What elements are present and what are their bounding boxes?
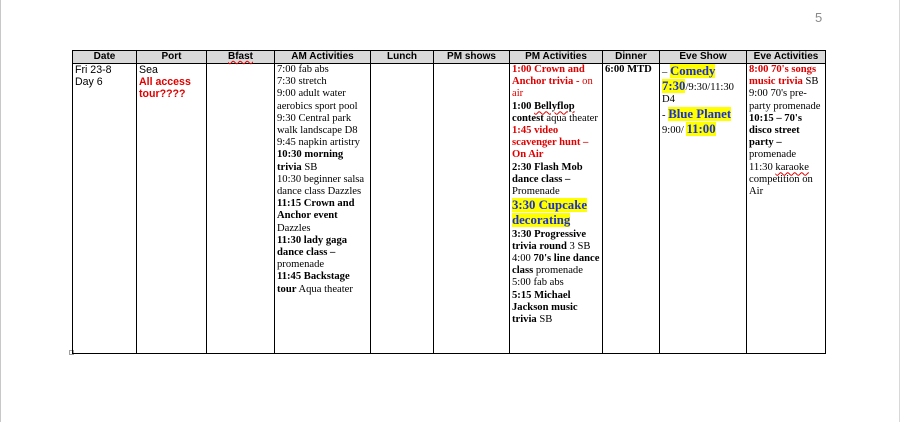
- header-lunch: Lunch: [371, 51, 434, 64]
- page-number: 5: [815, 10, 823, 25]
- eve-show-comedy-times: 7:30/9:30/11:30: [662, 79, 734, 94]
- am-activity-item: 10:30 morning trivia SB: [277, 149, 344, 173]
- dinner-text: 6:00 MTD: [605, 64, 652, 75]
- eve-show-comedy: – Comedy: [662, 64, 716, 78]
- header-pm-activities: PM Activities: [510, 51, 603, 64]
- cell-pm-shows: [434, 64, 510, 354]
- schedule-table: [72, 50, 826, 354]
- date-text: Fri 23-8: [75, 64, 112, 76]
- pm-item: 1:00 Bellyflop contest aqua theater: [512, 100, 598, 124]
- header-row: [73, 51, 826, 64]
- header-dinner: Dinner: [603, 51, 660, 64]
- eve-show-location: D4: [662, 94, 675, 106]
- cell-eve-activities: [747, 64, 826, 354]
- eve-activity: 10:15 – 70's disco street party – promenade: [749, 112, 802, 161]
- cell-port: [137, 64, 207, 354]
- cell-date: [73, 64, 137, 354]
- am-activity-item: 7:30 stretch: [277, 76, 327, 88]
- pm-item: 5:15 Michael Jackson music trivia SB: [512, 289, 578, 326]
- pm-item: 5:00 fab abs: [512, 277, 564, 289]
- am-activity-item: 10:30 beginner salsa dance class Dazzles: [277, 173, 365, 198]
- am-activity-item: 7:00 fab abs: [277, 64, 329, 75]
- am-activity-item: 9:00 adult water aerobics sport pool: [277, 88, 358, 112]
- cell-bfast: [207, 64, 275, 354]
- eve-activity: 11:30 karaoke competition on Air: [749, 161, 813, 198]
- table-row: [73, 64, 826, 354]
- port-name: Sea: [139, 64, 158, 76]
- header-eve-activities: Eve Activities: [747, 51, 826, 64]
- cell-dinner: [603, 64, 660, 354]
- am-activity-item: 11:15 Crown and Anchor event Dazzles: [277, 198, 355, 234]
- header-date: Date: [73, 51, 137, 64]
- pm-item: 2:30 Flash Mob dance class – Promenade: [512, 161, 583, 198]
- page-left-edge: [0, 0, 1, 422]
- eve-show-blue-planet: - Blue Planet: [662, 106, 732, 121]
- eve-activity: 9:00 70's pre-party promenade: [749, 88, 821, 112]
- cell-eve-show: [660, 64, 747, 354]
- cell-am-activities: [275, 64, 371, 354]
- am-activity-item: 11:45 Backstage tour Aqua theater: [277, 271, 353, 295]
- port-note: All access tour????: [139, 76, 191, 101]
- am-activity-item: 9:30 Central park walk landscape D8: [277, 112, 358, 137]
- header-port: Port: [137, 51, 207, 64]
- header-pm-shows: PM shows: [434, 51, 510, 64]
- cell-lunch: [371, 64, 434, 354]
- pm-item: 4:00 70's line dance class promenade: [512, 253, 600, 277]
- am-activity-list: [277, 64, 368, 296]
- header-bfast: Bfast: [207, 51, 275, 64]
- pm-item: 1:00 Crown and Anchor trivia - on air: [512, 64, 593, 100]
- pm-item: 3:30 Progressive trivia round 3 SB: [512, 228, 591, 252]
- pm-item: 1:45 video scavenger hunt – On Air: [512, 125, 589, 161]
- am-activity-item: 9:45 napkin artistry: [277, 137, 360, 149]
- header-eve-show: Eve Show: [660, 51, 747, 64]
- cell-pm-activities: [510, 64, 603, 354]
- eve-show-blue-planet-times: 9:00/ 11:00: [662, 121, 716, 136]
- eve-activity: 8:00 70's songs music trivia SB: [749, 64, 819, 88]
- pm-item-highlight: 3:30 Cupcake decorating: [512, 198, 588, 228]
- am-activity-item: 11:30 lady gaga dance class – promenade: [277, 234, 348, 271]
- header-am-activities: AM Activities: [275, 51, 371, 64]
- day-text: Day 6: [75, 76, 103, 89]
